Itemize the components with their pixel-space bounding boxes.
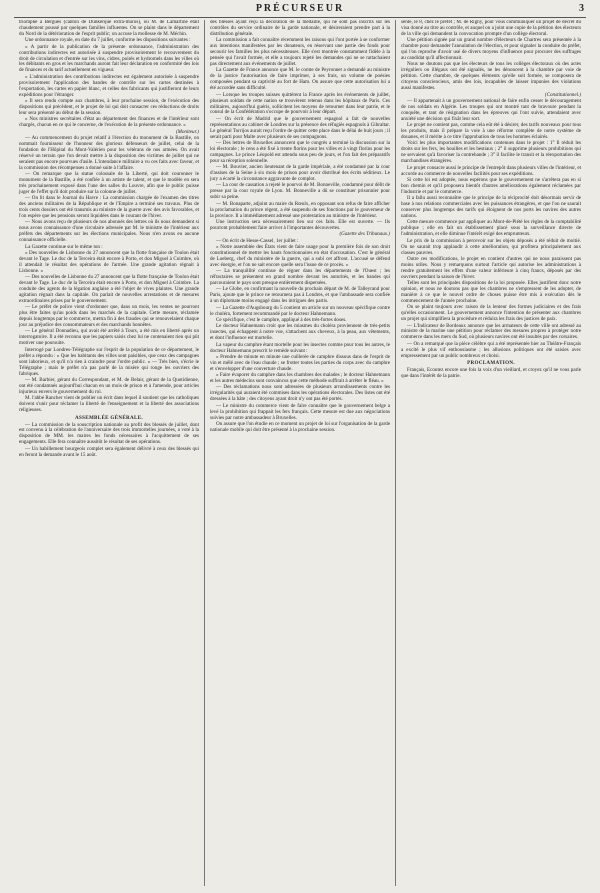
paragraph: Une pétition signée par un grand nombre d'électeurs de Chartres sera présentée à la chambre pour demander l'annulation de l'élection, et pour signaler la conduite du préfet, qui l'on reproche d'avoir usé de divers moyens d'influence pour procurer des suffrages au candidat qu'il affectionnait. [401, 37, 581, 62]
paragraph: Il a fallu aussi reconnaître que le principe de la réciprocité doit désormais servir de base à nos relations commerciales avec les puissances étrangères, et que l'on ne saurait conserver plus longtemps des tarifs qui éloignent de nos ports les navires des autres nations. [401, 195, 581, 220]
paragraph: Voici les plus importantes modifications contenues dans le projet : 1° Il réduit les droits sur les fers, les houilles et les bestiaux ; 2° il supprime plusieurs prohibitions qui ne servaient qu'à favoriser la contrebande ; 3° il facilite le transit et la réexportation des marchandises étrangères. [401, 140, 581, 165]
paragraph: — M. Barbier, gérant du Correspondant, et M. de Belair, gérant de la Quotidienne, ont été condamnés aujourd'hui chacun en un mois de prison et à l'amende, pour articles injurieux envers le gouvernement du roi. [19, 376, 199, 395]
paragraph: Nous ne doutons pas que les électeurs de tous les collèges électoraux où des actes irréguliers ou illégaux ont été signalés, ne les dénoncent à la chambre par voie de pétition. Cette chambre, de quelques éléments qu'elle soit formée, se composera de citoyens consciencieux, amis des lois, incapables de laisser impunies des violations aussi manifestes. [401, 61, 581, 92]
paragraph: Si cette loi est adoptée, nous espérons que le gouvernement ne s'arrêtera pas en si bon chemin et qu'il proposera bientôt d'autres améliorations également réclamées par l'industrie et par le commerce. [401, 176, 581, 195]
paragraph: « Notre assemblée des États vient de faire usage pour la première fois de son droit constitutionnel de mettre les hauts fonctionnaires en état d'accusation. C'est le général de Loeberg, chef du ministère de la guerre, qui a subi cet affront. L'accusé se défend avec énergie, et l'on ne sait encore quelle sera l'issue de ce procès. » [210, 243, 390, 268]
paragraph: Une ordonnance royale, en date du 7 juillet, conforme les dispositions suivantes : [25, 37, 191, 44]
paragraph: — Nous avons reçu de plusieurs de nos abonnés des lettres où ils nous demandent si nous avons connaissance d'une circulaire adressée par M. le ministre de l'intérieur aux préfets des départements sur les élections municipales. Nous n'en avons eu aucune connaissance officielle. [19, 219, 199, 244]
page-number: 3 [579, 3, 584, 14]
paragraph: — On écrit de Hesse-Cassel, 1er juillet : [216, 237, 299, 244]
paragraph: — On écrit de Madrid que le gouvernement espagnol a fait de nouvelles représentations au cabinet de Londres sur la présence des réfugiés espagnols à Gibraltar. Le général Torrijos aurait reçu l'ordre de quitter cette place dans le délai de huit jours ; il serait parti pour Malte avec plusieurs de ses compagnons. [210, 115, 390, 140]
paragraph: Le projet consacre aussi le principe de l'entrepôt dans plusieurs villes de l'intérieur, et accorde au commerce de nouvelles facilités pour ses expéditions. [401, 164, 581, 177]
paragraph: La commission a fait connaître récemment les raisons qui l'ont portée à se conformer aux intentions manifestées par les donateurs, en réservant une partie des fonds pour secourir les familles les plus nécessiteuses. Elle s'est montrée constamment fidèle à la pensée qui l'avait formée, et elle a toujours rejeté les demandes qui ne se rattachaient pas directement aux événements de juillet. [210, 37, 390, 68]
paragraph: Le prix de la commission à percevoir sur les objets déposés a été réduit de moitié. On ne saurait trop applaudir à cette amélioration, qui profitera principalement aux classes pauvres. [401, 237, 581, 256]
source-attribution: (Constitutionnel.) [544, 91, 581, 98]
paragraph: des blessés ayant reçu la décoration de la médaille, qui ne sont pas inscrits sur les contrôles du service ordinaire de la garde nationale, et désireraient prendre part à la distribution générale. [210, 20, 390, 37]
paragraph: » Faire évaporer du camphre dans les chambres des malades ; le docteur Hahnemann et les autres médecins sont convaincus que cette méthode suffirait à arrêter le fléau. » [210, 372, 390, 385]
paragraph: — Le préfet de police vient d'ordonner que, dans un mois, les ventes ne pourront plus être faites qu'au poids dans les marchés de la capitale. Cette mesure, réclamée depuis longtemps par le commerce, mettra fin à des fraudes qui se renouvelaient chaque jour au préjudice des consommateurs et des marchands honnêtes. [19, 304, 199, 329]
column-1 [14, 20, 204, 886]
paragraph: Outre ces modifications, le projet en contient d'autres qui ne nous paraissent pas moins utiles. Nous y remarquons surtout l'article qui autorise les administrations à rendre gratuitement les effets d'une valeur inférieure à cinq francs, déposés par des ouvriers pendant la saison de l'hiver. [401, 255, 581, 280]
article-columns [14, 20, 586, 886]
section-heading: PROCLAMATION. [467, 360, 515, 367]
paragraph: — La commission de la souscription nationale au profit des blessés de juillet, dont est convenu à la célébration de l'anniversaire des trois immortelles journées, a voté à la disposition de MM. les maires les fonds nécessaires à l'acquittement de ses engagements. Elle fera connaître aussitôt le résultat de ses opérations. [19, 421, 199, 446]
paragraph: — Des réclamations nous sont adressées de plusieurs arrondissements contre les irrégularités qui auraient été commises dans les opérations électorales. Des listes ont été dressées à la hâte ; des citoyens ayant droit n'y ont pas été portés. [210, 384, 390, 403]
paragraph: — La tranquillité continue de régner dans les départements de l'Ouest ; les réfractaires se présentent en grand nombre devant les autorités, et les bandes qui parcouraient le pays sont presque entièrement dispersées. [210, 268, 390, 287]
column-3 [395, 20, 586, 886]
paragraph: La vapeur du camphre étant mortelle pour les insectes comme pour tous les autres, le docteur Hahnemann prescrit le remède suivant : [210, 341, 390, 354]
paragraph: On se plaint toujours avec raison de la lenteur des formes judiciaires et des frais qu'elles occasionnent. Le gouvernement annonce l'intention de présenter aux chambres un projet qui simplifiera la procédure et réduira les frais des justices de paix. [401, 304, 581, 323]
paragraph: — Lorsque les troupes suisses quittèrent la France après les événements de juillet, plusieurs soldats de cette nation se trouvèrent retenus dans les hôpitaux de Paris. Ces militaires, aujourd'hui guéris, sollicitent les moyens de retourner dans leur patrie, et le consul de la Confédération s'occupe de pourvoir à leur départ. [210, 91, 390, 116]
paragraph: La Gazette continue sur le même ton : [25, 243, 103, 250]
section-heading: ASSEMBLÉE GÉNÉRALE. [75, 414, 143, 421]
paragraph: — M. Bonaparte, adjoint au maire du Rœulx, en opposant son refus de faire afficher la proclamation du prince régent, a été suspendu de ses fonctions par le gouverneur de la province. Il a immédiatement adressé une protestation au ministre de l'intérieur. [210, 200, 390, 219]
paragraph: Le projet ne contient pas, comme cela eût été à désirer, des tarifs nouveaux pour tous les produits, mais il prépare la voie à une réforme complète de notre système de douanes, et il mérite à ce titre l'approbation de tous les hommes éclairés. [401, 122, 581, 141]
paragraph: — Un habillement bourgeois complet sera également délivré à ceux des blessés qui en feront la demande avant le 15 août. [19, 445, 199, 458]
page-header [14, 3, 586, 18]
paragraph: » L'administration des contributions indirectes est également autorisée à suspendre provisoirement l'application des bandes de contrôle sur les cartes destinées à l'exportation, les cartes en papier blanc, et celles des fabricants qui justifieront de leurs expéditions pour l'étranger. [19, 73, 199, 98]
paragraph: — La cour de cassation a rejeté le pourvoi de M. Bonneville, condamné pour délit de presse par la cour royale de Lyon. M. Bonneville a dû se constituer prisonnier pour subir sa peine. [210, 182, 390, 201]
source-attribution: (Gazette des Tribunaux.) [339, 231, 390, 238]
paragraph: — Des nouvelles de Lisbonne du 27 annoncent que la flotte française de Toulon était devant le Tage. Le duc de la Terceira était encore à Porto, et don Miguel à Coimbre. La conduite des agents de la légation anglaise a été l'objet de vives plaintes. Une grande agitation régnait dans la capitale. On parlait de nouvelles arrestations et de mesures extraordinaires prises par le gouvernement. [19, 274, 199, 304]
paragraph: Français, Ecoutez encore une fois la voix d'un vieillard, et croyez qu'il ne vous parle que dans l'intérêt de la patrie. [401, 367, 581, 380]
source-attribution: (Moniteur.) [175, 128, 199, 135]
paragraph: Interrogé par Londres-Télégraphe sur l'esprit de la population de ce département, le préfet a répondu : « Que les habitants des villes sont paisibles, que ceux des campagnes sont laborieux, et qu'il n'a rien à craindre pour l'ordre public. » — Très bien, s'écrie le Télégraphe ; mais le préfet n'a pas parlé de la misère qui ronge les ouvriers des fabriques. [19, 346, 199, 377]
paragraph: — L'Indicateur de Bordeaux annonce que les armateurs de cette ville ont adressé au ministre de la marine une pétition pour réclamer des mesures propres à protéger notre commerce dans les mers du Sud, où plusieurs navires ont été insultés par des corsaires. [401, 322, 581, 341]
paragraph: — On lit dans le Journal du Havre : La commission chargée de l'examen des titres des anciens militaires de la République et de l'Empire a terminé ses travaux. Plus de trois cents dossiers ont été transmis au ministre de la guerre avec des avis favorables, et l'on espère que les pensions seront liquidées dans le courant de l'hiver. [19, 195, 199, 220]
paragraph: M. l'abbé Rancher vient de publier un écrit dans lequel il soutient que les catholiques doivent s'unir pour réclamer la liberté de l'enseignement et la liberté des associations religieuses. [19, 395, 199, 414]
paragraph: » Il sera rendu compte aux chambres, à leur prochaine session, de l'exécution des dispositions qui précèdent, et le projet de loi qui doit consacrer ces réductions de droits leur sera présenté au début de la session. [19, 97, 199, 116]
column-2 [204, 20, 395, 886]
paragraph: — Le Globe, en confirmant la nouvelle du prochain départ de M. de Talleyrand pour Paris, ajoute que le prince ne retournera pas à Londres, et que l'ambassade sera confiée à un diplomate moins engagé dans les intrigues des partis. [210, 286, 390, 305]
paragraph: — Il appartenait à un gouvernement national de faire enfin cesser le découragement de nos soldats en Algérie. Les troupes qui ont montré tant de bravoure pendant la conquête, et tant de résignation dans les épreuves qui l'ont suivie, attendaient avec anxiété une décision qui fixât leur sort. [401, 97, 581, 122]
paragraph: Le docteur Hahnemann croit que les miasmes du choléra proviennent de très-petits insectes, qui échappent à notre vue, s'attachent aux cheveux, à la peau, aux vêtements, et dont l'influence est mortelle. [210, 323, 390, 342]
paragraph: Telles sont les principales dispositions de la loi proposée. Elles justifient donc notre opinion, et nous ne doutons pas que les chambres ne s'empressent de les adopter, de manière à ce que le nouvel ordre de choses puisse être mis à exécution dès le commencement de l'année prochaine. [401, 280, 581, 304]
paragraph: La Gazette de France annonce que M. le comte de Peyronnet a demandé au ministre de la justice l'autorisation de faire imprimer, à ses frais, un volume de poésies composées pendant sa captivité au fort de Ham. On assure que cette autorisation lui a été accordée sans difficulté. [210, 67, 390, 92]
paragraph: — Le ministre du commerce vient de faire connaître que le gouvernement belge a levé la prohibition qui frappait les fers français. Cette mesure est due aux négociations suivies par notre ambassadeur à Bruxelles. [210, 402, 390, 421]
paragraph: Une instruction sera nécessairement lieu sur ces faits. Elle est ouverte. — Ils pourront probablement faire arriver à l'importantes découvertes. [210, 218, 390, 231]
paragraph: — M. Bouvier, ancien lieutenant de la garde impériale, a été condamné par la cour d'assises de la Seine à six mois de prison pour avoir distribué des écrits séditieux. Le jury a écarté la circonstance aggravante de complot. [210, 164, 390, 183]
paragraph: — Des lettres de Bruxelles annoncent que le congrès a terminé la discussion sur la loi électorale ; le cens a été fixé à trente florins pour les villes et à vingt florins pour les campagnes. Le prince Léopold est attendu sous peu de jours, et l'on fait des préparatifs pour sa réception solennelle. [210, 140, 390, 164]
paragraph: Cette mesure commence par appliquer au Mont-de-Piété les règles de la comptabilité publique ; elle en fait un établissement placé sous la surveillance directe de l'administration, et elle diminue l'intérêt exigé des emprunteurs. [401, 219, 581, 238]
paragraph: senté, le 8, chez le préfet ; M. de Rigny, pour vous communiquer un projet de décret du visa donné au titre au contrôle, et auquel on a joint une copie de la pétition des électeurs de la ville qui demandent la convocation prompte d'un collège électoral. [401, 20, 581, 37]
paragraph: Ce spécifique, c'est le camphre, appliqué à des très-fortes doses. [216, 316, 347, 323]
paragraph: On assure que l'on étudie en ce moment un projet de loi sur l'organisation de la garde nationale mobile qui doit être présenté à la prochaine session. [210, 420, 390, 433]
masthead-title: PRÉCURSEUR [255, 3, 345, 14]
paragraph: — On a remarqué que la pièce célèbre qui a été représentée hier au Théâtre-Français a excité le plus vif enthousiasme ; les allusions politiques ont été saisies avec empressement par un public nombreux et choisi. [401, 340, 581, 359]
paragraph: — Le général Donnadieu, qui avait été arrêté à Tours, a été mis en liberté après un interrogatoire. Il a été reconnu que les papiers saisis chez lui ne contenaient rien qui pût motiver une poursuite. [19, 328, 199, 347]
paragraph: — On remarque que la statue colossale de la Liberté, qui doit couronner le monument de la Bastille, a été confiée à un artiste de talent, et que le modèle en sera très prochainement exposé dans l'une des salles du Louvre, afin que le public puisse juger de l'effet qu'il doit produire sur la colonne de juillet. [19, 170, 199, 195]
paragraph: — Au commencement du projet relatif à l'érection du monument de la Bastille, on nommait fournisseur de l'honneur des glorieux défenseurs de juillet, celui de la fondation de l'Hôpital du Mont-Valérien pour les vétérans de nos armées. On avait réservé un terrain que l'on devait mettre à la disposition des victimes de juillet qui ne seraient pas encore pourvues d'asile. L'intendance militaire a vu ces faits avec faveur, et la commission des récompenses a donné suite à l'affaire. [19, 134, 199, 171]
paragraph: « A partir de la publication de la présente ordonnance, l'administration des contributions indirectes est autorisée à suspendre provisoirement le recouvrement du droit de circulation et d'entrée sur les vins, cidres, poirés et hydromels dans les villes où les débitants en gros et les marchands auront fait leur déclaration en conformité des lois de finances et du tarif actuellement en vigueur. [19, 43, 199, 74]
paragraph: « Des nouvelles de Lisbonne du 27 annoncent que la flotte française de Toulon était devant le Tage. Le duc de la Terceira était encore à Porto, et don Miguel à Coimbre, où il attendait le résultat des opérations de l'armée. Une grande agitation régnait à Lisbonne. » [19, 249, 199, 274]
paragraph: triomphe à Bergues (canton de Dunkerque extra-muros), où M. de Lamartine était chaudement poussé par quelques familles influentes. On se plaint dans le département du Nord de la détérioration de l'esprit public; on accuse la mollesse de M. Méchin. [19, 20, 199, 37]
paragraph: — La Gazette d'Augsbourg du 5 contient un article sur un nouveau spécifique contre le choléra, fortement recommandé par le docteur Hahnemann. [210, 304, 390, 317]
paragraph: « Prendre de minute en minute une cuillerée de camphre dissous dans de l'esprit de vin et mêlé avec de l'eau chaude ; se frotter toutes les parties du corps avec du camphre et s'envelopper d'une couverture chaude. [210, 353, 390, 372]
paragraph: » Nos ministres secrétaires d'état au département des finances et de l'intérieur sont chargés, chacun en ce qui le concerne, de l'exécution de la présente ordonnance. » [19, 116, 199, 129]
